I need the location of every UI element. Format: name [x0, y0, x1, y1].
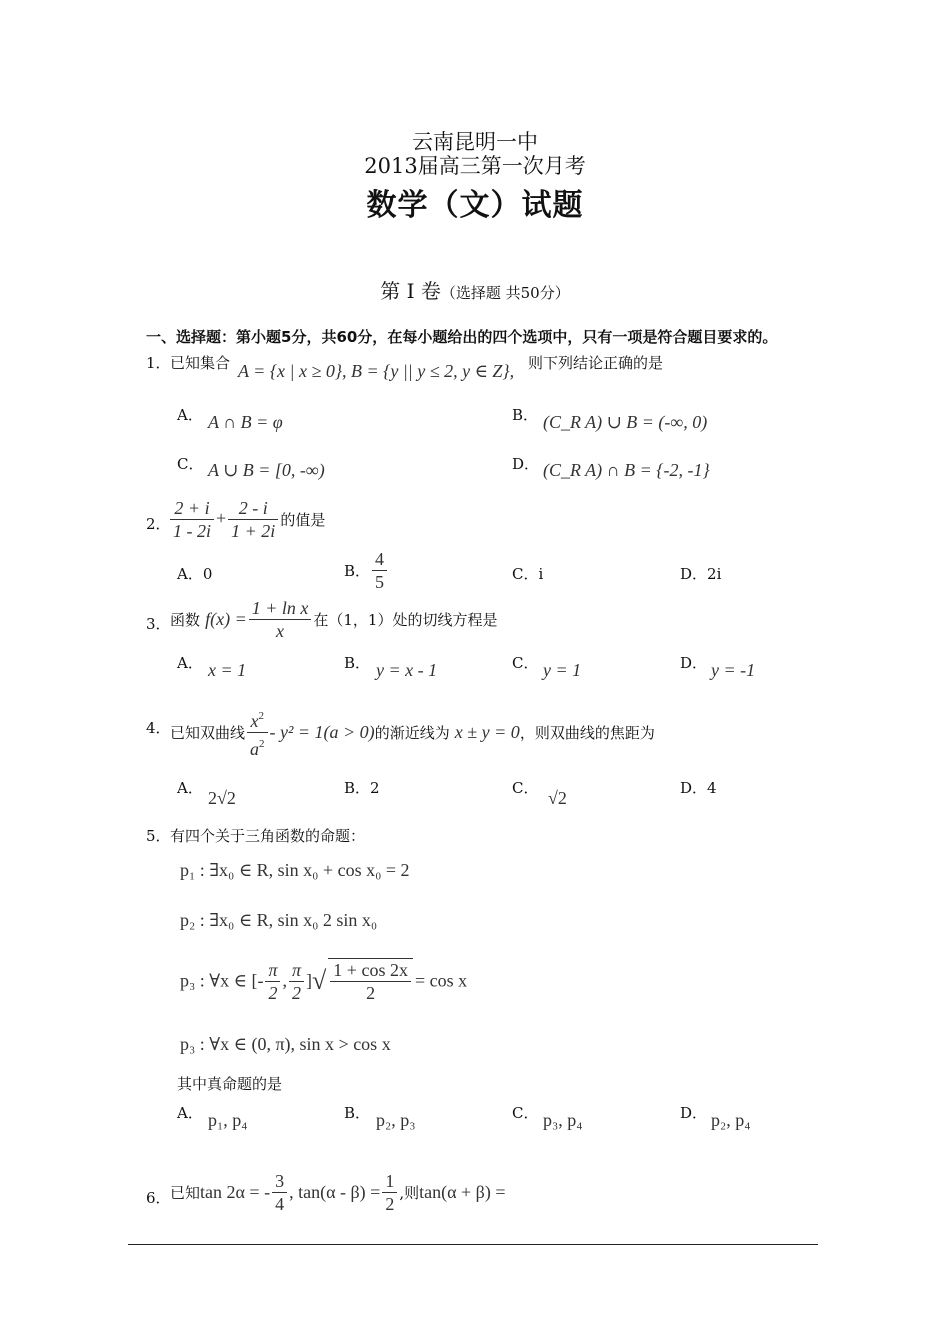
q3-option-c-label: C．	[512, 654, 539, 672]
q5-stem: 有四个关于三角函数的命题：	[170, 827, 366, 845]
q5-option-c-label: C．	[512, 1104, 539, 1122]
q1-math: A = {x | x ≥ 0}, B = {y || y ≤ 2, y ∈ Z},	[238, 361, 515, 381]
q5-option-d-label: D．	[680, 1104, 708, 1122]
q5-option-d: p₂, p₄	[711, 1110, 751, 1130]
q4-expression: 已知双曲线 $\frac{x^2}{a^2}$ - y² = 1(a > 0)的渐近线为 x ± y = 0，则双曲线的焦距为	[170, 705, 655, 760]
q5-option-b: p₂, p₃	[376, 1110, 416, 1130]
q2-expression: $\frac{2 + i}{1 - 2i}$ + $\frac{2 - i}{1 + 2i}$ 的值是	[168, 497, 325, 542]
q3-option-c: y = 1	[543, 660, 582, 680]
part-heading	[0, 275, 950, 304]
q4-number: 4．	[146, 719, 171, 737]
q4-option-b: B．2	[344, 779, 380, 797]
q3-option-b: y = x - 1	[376, 660, 438, 680]
q4-option-a-label: A．	[177, 779, 203, 797]
q6-number: 6．	[146, 1189, 171, 1207]
q3-option-d: y = -1	[711, 660, 756, 680]
q1-stem: 已知集合	[170, 354, 231, 372]
school-name: 云南昆明一中	[412, 130, 538, 154]
q2-option-b: B． $\frac{4}{5}$	[344, 548, 389, 593]
q2-option-c: C．i	[512, 565, 544, 583]
q2-option-d: D．2i	[680, 565, 722, 583]
q2-option-a: A．0	[177, 565, 213, 583]
q5-which: 其中真命题的是	[177, 1075, 283, 1093]
q2-fraction-2: $\frac{2 - i}{1 + 2i}$	[228, 497, 278, 542]
bottom-rule	[128, 1244, 818, 1245]
q3-option-a: x = 1	[208, 660, 247, 680]
q1-option-b: (C_R A) ∪ B = (-∞, 0)	[543, 412, 708, 432]
q4-option-c: √2	[548, 788, 567, 808]
q5-proposition-p4: p₃ : ∀x ∈ (0, π), sin x > cos x	[180, 1034, 391, 1054]
q1-option-b-label: B．	[512, 406, 539, 424]
q3-expression: 函数 f(x) = $\frac{\text{1 + ln x}}{x}$ 在（1，1）处的切线方程是	[170, 598, 498, 641]
q1-option-d-label: D．	[512, 455, 540, 473]
part-title: 第 I 卷	[380, 279, 441, 303]
subject-title: 数学（文）试题	[366, 188, 584, 223]
q5-option-a: p₁, p₄	[208, 1110, 248, 1130]
q2-fraction-1: $\frac{2 + i}{1 - 2i}$	[170, 497, 214, 542]
q1-option-d: (C_R A) ∩ B = {-2, -1}	[543, 460, 710, 480]
q3-number: 3．	[146, 615, 171, 633]
q4-option-d: D．4	[680, 779, 717, 797]
part-note: （选择题 共50分）	[440, 284, 570, 302]
q5-option-b-label: B．	[344, 1104, 371, 1122]
q1-option-c: A ∪ B = [0, -∞)	[208, 460, 325, 480]
q3-option-a-label: A．	[177, 654, 203, 672]
q1-tail: 则下列结论正确的是	[528, 354, 664, 372]
q2-number: 2．	[146, 515, 171, 533]
q1-option-c-label: C．	[177, 455, 204, 473]
q5-proposition-p3: p₃ : ∀x ∈ [- $\frac{\pi}{2}$ , $\frac{\pi}{2}$ ]√ $\frac{1 + \cos 2x}{2}$ = cos x	[180, 959, 468, 1003]
q3-option-d-label: D．	[680, 654, 708, 672]
q5-option-c: p₃, p₄	[543, 1110, 583, 1130]
q5-proposition-p2: p₂ : ∃x₀ ∈ R, sin x₀ 2 sin x₀	[180, 910, 378, 930]
q6-expression: 已知tan 2α = - $\frac{3}{4}$ , tan(α - β) = $\frac{1}{2}$ ,则tan(α + β) =	[170, 1171, 506, 1214]
q4-option-c-label: C．	[512, 779, 539, 797]
q5-number: 5．	[146, 827, 171, 845]
exam-title: 2013届高三第一次月考	[364, 154, 586, 178]
q1-option-a: A ∩ B = φ	[208, 412, 283, 432]
q5-proposition-p1: p₁ : ∃x₀ ∈ R, sin x₀ + cos x₀ = 2	[180, 860, 410, 880]
q5-option-a-label: A．	[177, 1104, 203, 1122]
q4-option-a: 2√2	[208, 788, 236, 808]
q3-option-b-label: B．	[344, 654, 371, 672]
q1-number: 1．	[146, 354, 171, 372]
q1-option-a-label: A．	[177, 406, 203, 424]
section-title: 一、选择题：第小题5分，共60分，在每小题给出的四个选项中，只有一项是符合题目要求的。	[146, 328, 778, 346]
